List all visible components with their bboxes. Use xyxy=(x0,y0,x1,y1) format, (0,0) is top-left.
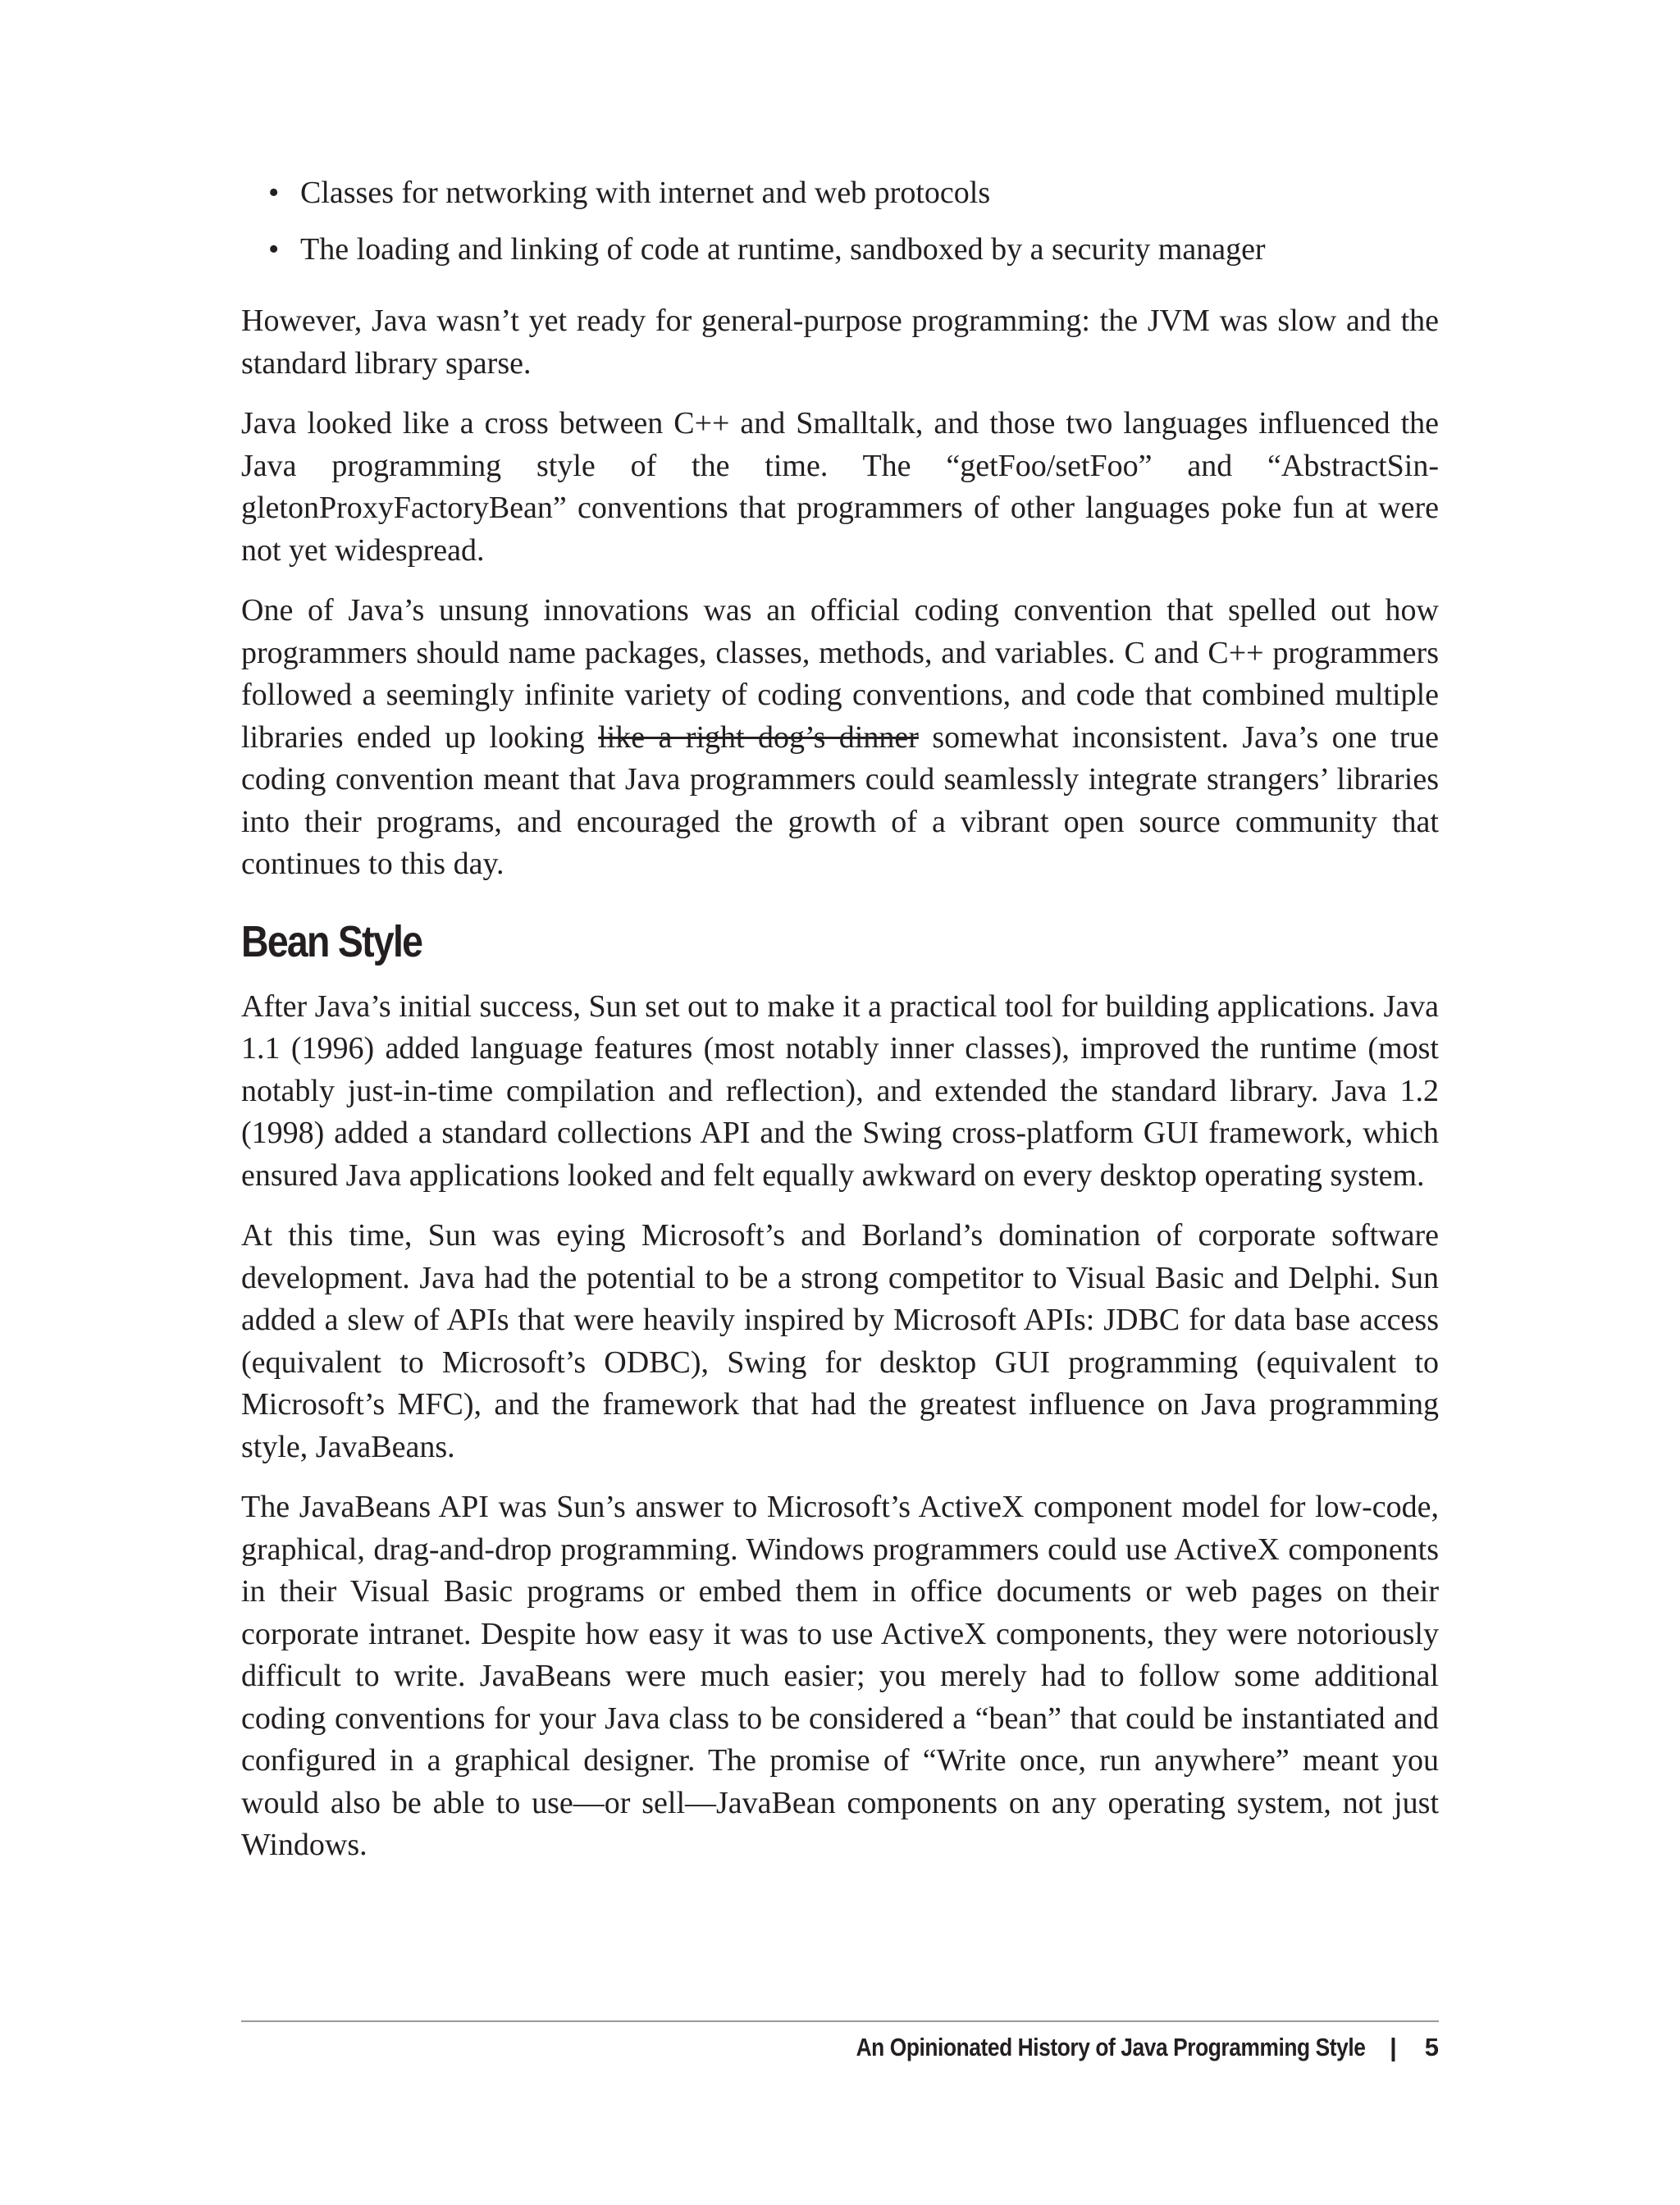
paragraph-cpp-smalltalk: Java looked like a cross between C++ and Smalltalk, and those two languages influenced the Java programming style of the time. The “getFoo/setFoo” and “AbstractSingletonProxyFactoryBean” conventions that programmers of other languages poke fun at were not yet widespread. xyxy=(241,406,1439,568)
running-footer-title: An Opinionated History of Java Programming Style xyxy=(856,2033,1366,2061)
list-item xyxy=(241,172,1439,214)
struck-through-phrase: like a right dog’s dinner xyxy=(598,719,919,755)
convention-text-before: One of Java’s unsung innovations was an official coding convention that spelled out how programmers should name packages, classes, methods, and variables. C and C++ programmers followed a seemingly infinite variety of coding conventions, and code that combined multiple libraries ended up looking xyxy=(241,593,1439,755)
list-item xyxy=(241,229,1439,271)
paragraph-java-initial-success: After Java’s initial success, Sun set out to make it a practical tool for building applications. Java 1.1 (1996) added language features (most notably inner classes), improved the runtime (most notably just-in-time compilation and reflection), and extended the standard library. Java 1.2 (1998) added a standard collections API and the Swing cross-platform GUI framework, which ensured Java applications looked and felt equally awkward on every desktop operating system. xyxy=(241,988,1439,1193)
paragraph-jvm-not-ready: However, Java wasn’t yet ready for general-purpose programming: the JVM was slow and the standard library sparse. xyxy=(241,304,1439,381)
footer-divider xyxy=(241,2020,1439,2022)
bullet-icon: • xyxy=(268,176,280,210)
paragraph-sun-microsoft: At this time, Sun was eying Microsoft’s and Borland’s domination of corporate software development. Java had the potential to be a strong competitor to Visual Basic and Delphi. Sun added a slew of APIs that were heavily inspired by Microsoft APIs: JDBC for data base access (equivalent to Microsoft’s ODBC), Swing for desktop GUI programming (equivalent to Microsoft’s MFC), and the framework that had the greatest influence on Java programming style, JavaBeans. xyxy=(241,1218,1439,1464)
footer-separator: | xyxy=(1390,2033,1397,2061)
paragraph-coding-convention xyxy=(241,590,1439,886)
page-body xyxy=(241,172,1439,1885)
bullet-text: The loading and linking of code at runtime, sandboxed by a security manager xyxy=(300,232,1266,267)
paragraph-javabeans-api: The JavaBeans API was Sun’s answer to Microsoft’s ActiveX component model for low-code, graphical, drag-and-drop programming. Windows programmers could use ActiveX components in their Visual Basic programs or embed them in office documents or web pages on their corporate intranet. Despite how easy it was to use ActiveX components, they were notoriously difficult to write. JavaBeans were much easier; you merely had to follow some additional coding conventions for your Java class to be considered a “bean” that could be instantiated and configured in a graphical designer. The promise of “Write once, run anywhere” meant you would also be able to use—or sell—JavaBean components on any operating system, not just Windows. xyxy=(241,1490,1439,1862)
page-footer xyxy=(241,2029,1439,2066)
bullet-icon: • xyxy=(268,232,280,267)
section-heading-bean-style: Bean Style xyxy=(241,916,422,966)
convention-text-after: somewhat inconsistent. Java’s one true coding convention meant that Java programmers could seamlessly integrate strangers’ libraries into their programs, and encouraged the growth of a vibrant open source community that continues to this day. xyxy=(241,719,1439,881)
page-number: 5 xyxy=(1424,2033,1439,2061)
bullet-text: Classes for networking with internet and web protocols xyxy=(300,176,991,210)
bullet-list xyxy=(241,172,1439,271)
